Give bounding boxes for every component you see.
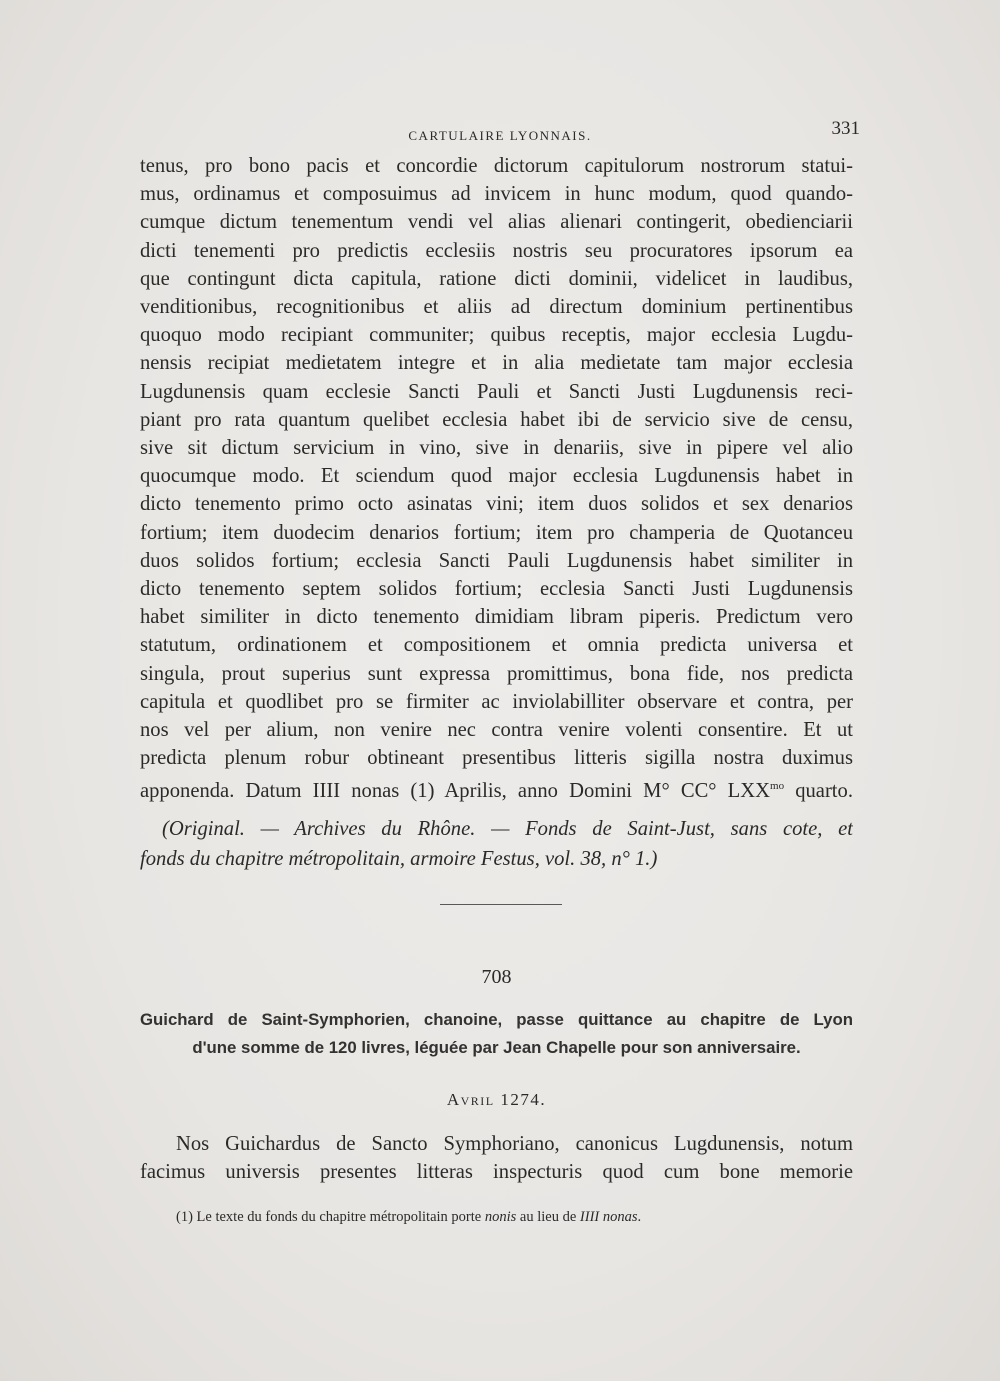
source-line: fonds du chapitre métropolitain, armoire Festus, vol. 38, n° 1.) (140, 848, 658, 870)
text-line: piant pro rata quantum quelibet ecclesia habet ibi de servicio sive de censu, (140, 408, 853, 431)
text-line: singula, prout superius sunt expressa promittimus, bona fide, nos predicta (140, 662, 853, 685)
text-fragment: apponenda. Datum IIII nonas (140, 780, 411, 803)
text-fragment: quarto. (784, 780, 853, 803)
text-line: facimus universis presentes litteras inspecturis quod cum bone memorie (140, 1161, 853, 1184)
document-number: 708 (481, 966, 512, 988)
text-line-last (140, 772, 853, 805)
footnote-text: au lieu de (516, 1209, 580, 1225)
text-line: fortium; item duodecim denarios fortium; item pro champeria de Quotanceu (140, 521, 853, 544)
text-line: tenus, pro bono pacis et concordie dictorum capitulorum nostrorum statui- (140, 155, 853, 177)
footnote-text: Le texte du fonds du chapitre métropolitain porte (192, 1209, 485, 1225)
text-line: dicti tenementi pro predictis ecclesiis nostris seu procuratores ipsorum ea (140, 239, 853, 262)
text-line: Lugdunensis quam ecclesie Sancti Pauli et Sancti Justi Lugdunensis reci- (140, 380, 853, 403)
section-divider (440, 904, 562, 905)
text-line: dicto tenemento primo octo asinatas vini; item duos solidos et sex denarios (140, 493, 853, 516)
summary-line: Guichard de Saint-Symphorien, chanoine, passe quittance au chapitre de Lyon (140, 1010, 853, 1029)
text-line: nensis recipiat medietatem integre et in alia medietate tam major ecclesia (140, 352, 853, 375)
footnote-marker: (1) (176, 1209, 193, 1225)
document-summary (140, 1006, 853, 1062)
text-line: quoquo modo recipiant communiter; quibus receptis, major ecclesia Lugdu- (140, 324, 853, 347)
text-line: que contingunt dicta capitula, ratione dicti dominii, videlicet in laudibus, (140, 267, 853, 290)
superscript: mo (770, 780, 785, 793)
document-text (140, 1130, 853, 1186)
text-line: statutum, ordinationem et compositionem et omnia predicta universa et (140, 634, 853, 657)
text-line: quocumque modo. Et sciendum quod major ecclesia Lugdunensis habet in (140, 465, 853, 488)
text-line: duos solidos fortium; ecclesia Sancti Pauli Lugdunensis habet similiter in (140, 549, 853, 572)
summary-line: d'une somme de 120 livres, léguée par Jean Chapelle pour son anniversaire. (192, 1038, 801, 1057)
footnote-reference[interactable]: (1) (410, 780, 435, 803)
footnote-italic: nonis (484, 1209, 517, 1225)
text-line: cumque dictum tenementum vendi vel alias alienari contingerit, obedienciarii (140, 211, 853, 234)
text-line: predicta plenum robur obtineant presentibus litteris sigilla nostra duximus (140, 747, 853, 770)
text-line: mus, ordinamus et composuimus ad invicem in hunc modum, quod quando- (140, 183, 853, 206)
text-fragment: Aprilis, anno Domini M° CC° LXX (434, 780, 771, 803)
running-head (140, 118, 860, 152)
running-title: CARTULAIRE LYONNAIS. (408, 128, 592, 143)
footnote (176, 1206, 836, 1228)
page-number: 331 (831, 118, 860, 139)
text-line: venditionibus, recognitionibus et aliis ad directum dominium pertinentibus (140, 296, 853, 319)
footnote-italic: IIII nonas (579, 1209, 638, 1225)
document-date: Avril 1274. (446, 1090, 547, 1109)
source-line: (Original. — Archives du Rhône. — Fonds de Saint-Just, sans cote, et (162, 818, 853, 840)
text-line: Nos Guichardus de Sancto Symphoriano, canonicus Lugdunensis, notum (176, 1133, 853, 1155)
source-citation (140, 814, 853, 874)
footnote-text: . (637, 1209, 642, 1225)
text-line: sive sit dictum servicium in vino, sive in denariis, sive in pipere vel alio (140, 437, 853, 460)
text-line: nos vel per alium, non venire nec contra venire volenti consentire. Et ut (140, 719, 853, 742)
text-line: habet similiter in dicto tenemento dimidiam libram piperis. Predictum vero (140, 606, 853, 629)
text-line: dicto tenemento septem solidos fortium; ecclesia Sancti Justi Lugdunensis (140, 578, 853, 601)
text-line: capitula et quodlibet pro se firmiter ac inviolabilliter observare et contra, per (140, 690, 853, 713)
charter-text (140, 152, 853, 806)
